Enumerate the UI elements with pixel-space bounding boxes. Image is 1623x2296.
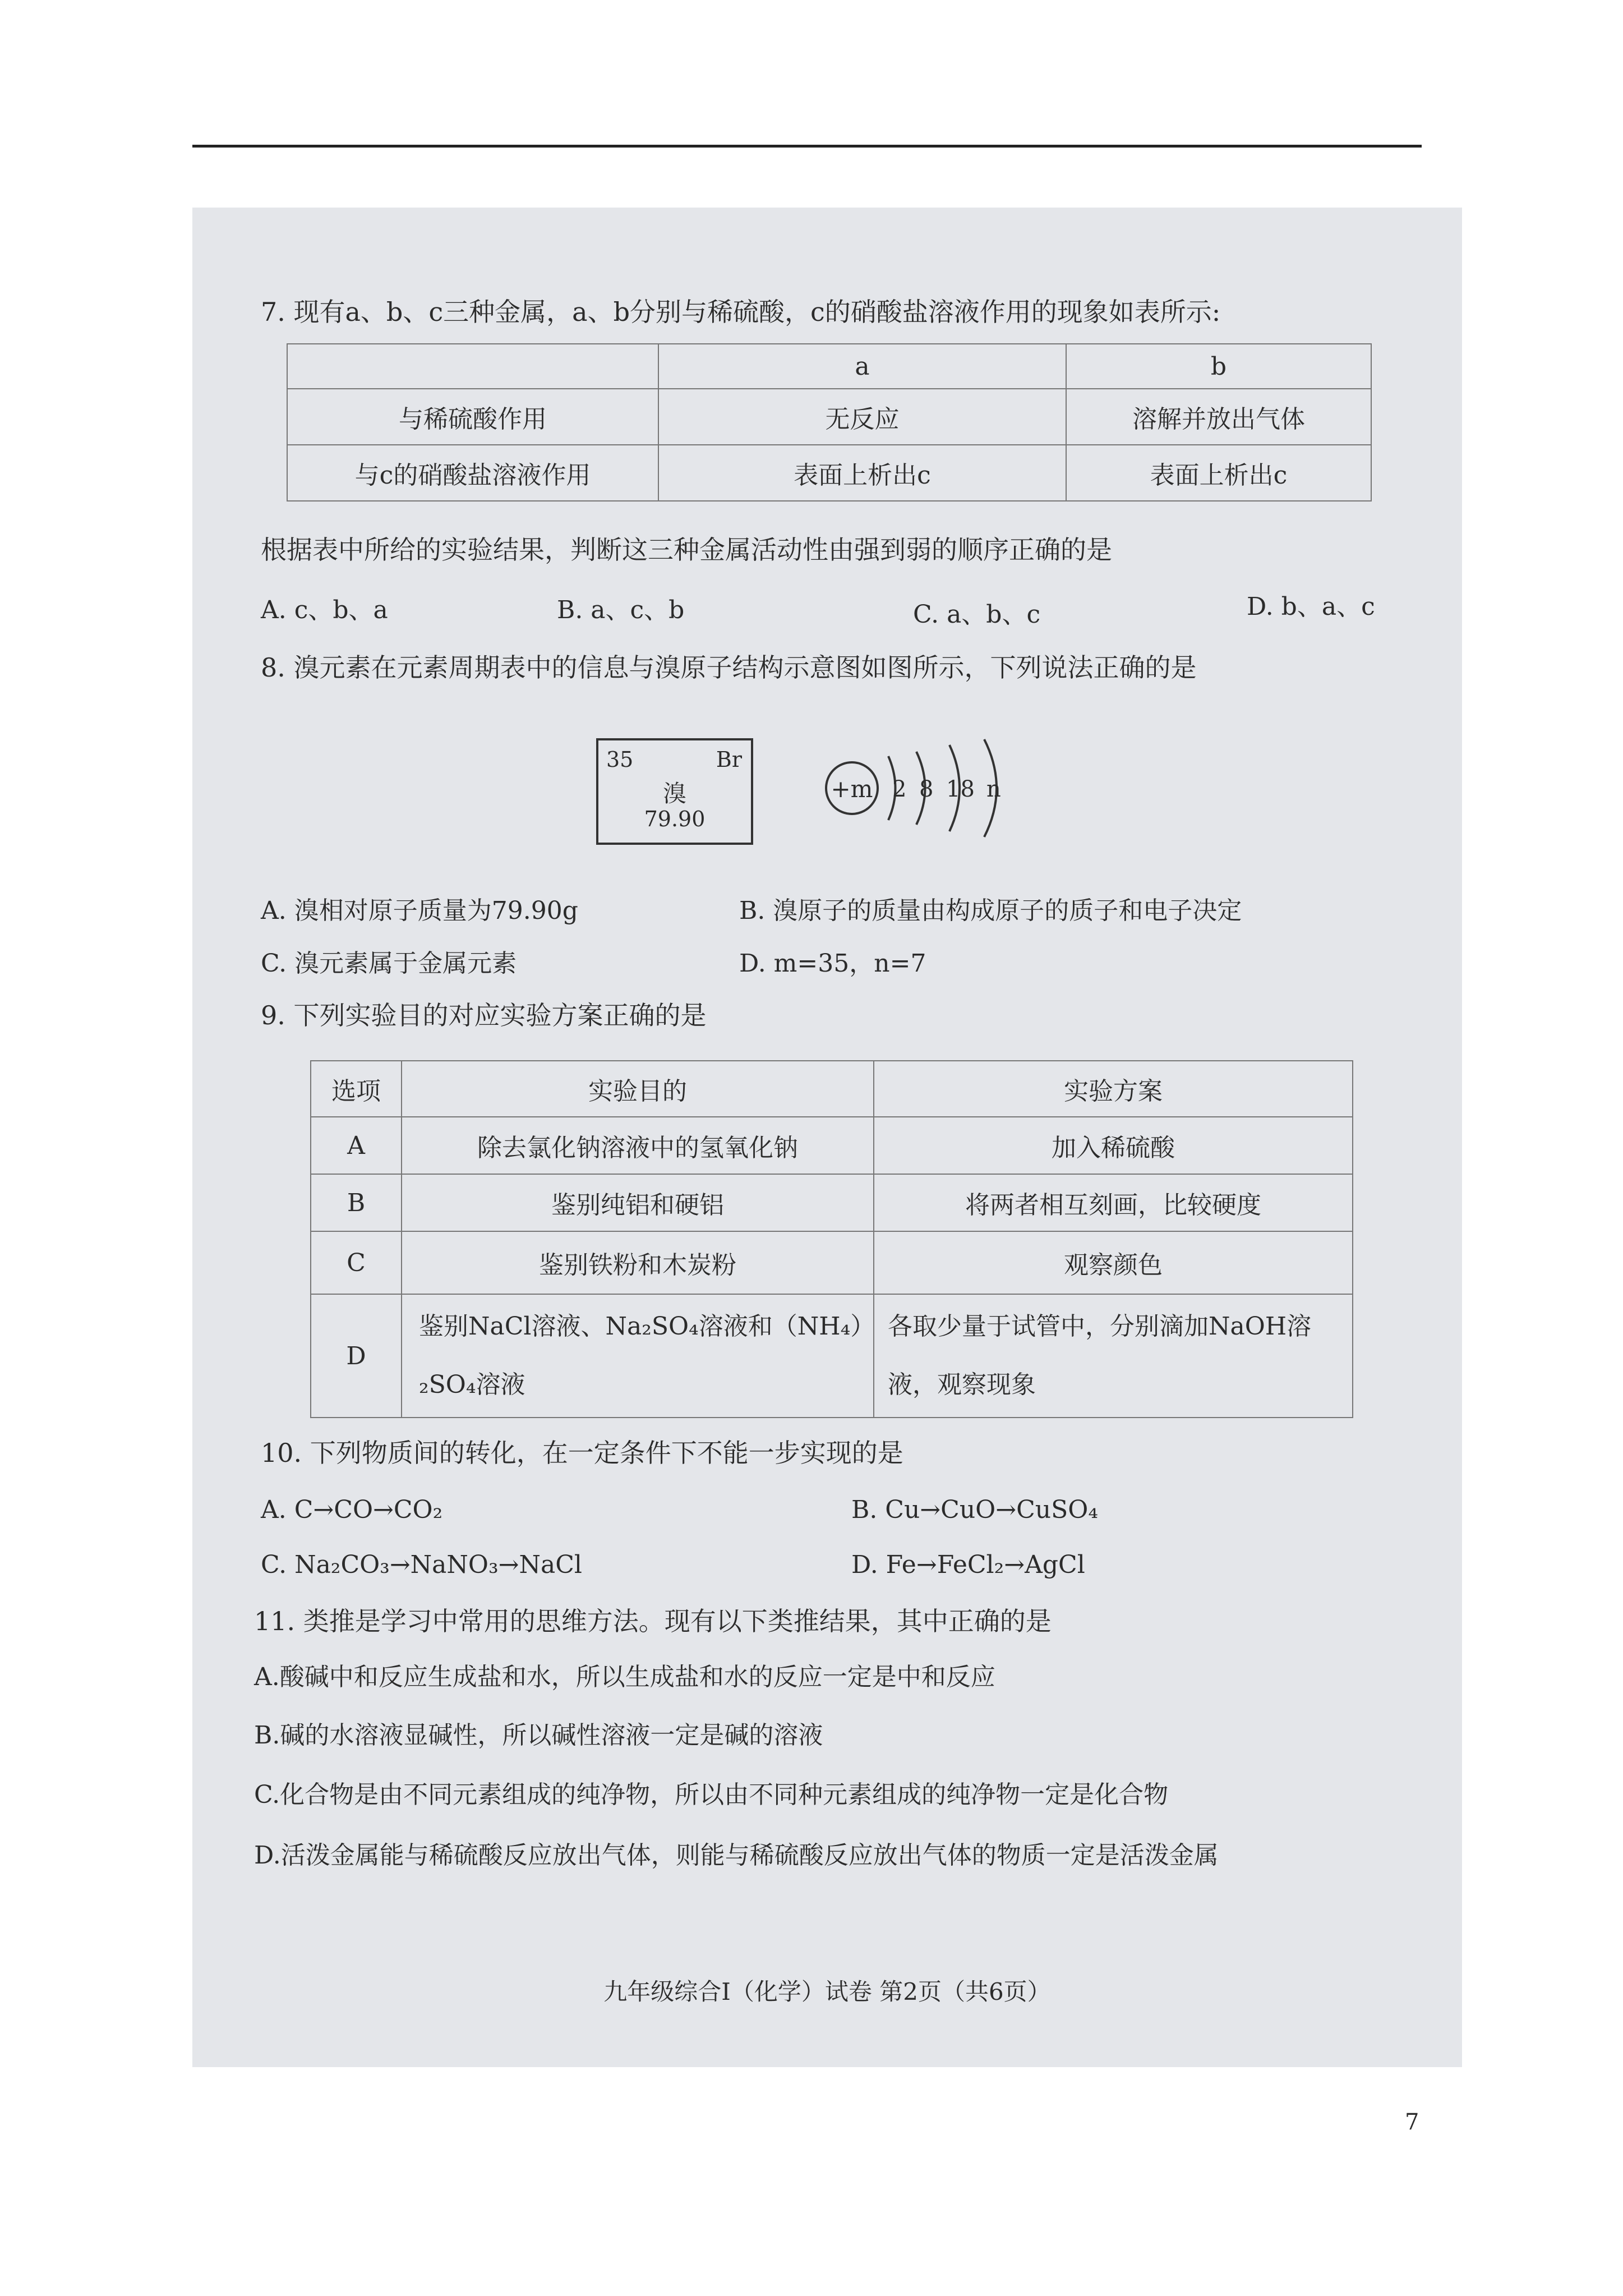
atom-structure-diagram bbox=[818, 729, 1043, 847]
q9-table bbox=[310, 1060, 1353, 1418]
q10-option-d: D. Fe→FeCl₂→AgCl bbox=[851, 1550, 1085, 1579]
q9-cell: C bbox=[311, 1231, 402, 1294]
scanned-exam-page bbox=[192, 208, 1462, 2067]
q7-cell: 与稀硫酸作用 bbox=[287, 389, 658, 445]
q10-option-c: C. Na₂CO₃→NaNO₃→NaCl bbox=[261, 1550, 582, 1579]
shell-electron-count: 18 bbox=[946, 776, 975, 802]
element-symbol: Br bbox=[716, 747, 742, 772]
q11-option-c: C.化合物是由不同元素组成的纯净物，所以由不同种元素组成的纯净物一定是化合物 bbox=[254, 1780, 1169, 1809]
q11-option-d: D.活泼金属能与稀硫酸反应放出气体，则能与稀硫酸反应放出气体的物质一定是活泼金属 bbox=[254, 1841, 1219, 1870]
q8-stem: 8. 溴元素在元素周期表中的信息与溴原子结构示意图如图所示，下列说法正确的是 bbox=[261, 652, 1197, 683]
q8-option-b: B. 溴原子的质量由构成原子的质子和电子决定 bbox=[739, 896, 1242, 925]
nucleus-label: +m bbox=[831, 775, 873, 803]
q8-option-c: C. 溴元素属于金属元素 bbox=[261, 949, 517, 978]
q9-cell: B bbox=[311, 1174, 402, 1231]
atomic-mass: 79.90 bbox=[644, 807, 706, 831]
q9-cell: 将两者相互刻画，比较硬度 bbox=[874, 1174, 1353, 1231]
q9-header-cell: 实验方案 bbox=[874, 1061, 1353, 1117]
q10-option-a: A. C→CO→CO₂ bbox=[261, 1496, 443, 1524]
q7-option-d: D. b、a、c bbox=[1247, 592, 1375, 621]
element-name: 溴 bbox=[662, 780, 686, 807]
q9-cell: 加入稀硫酸 bbox=[874, 1117, 1353, 1174]
q11-option-a: A.酸碱中和反应生成盐和水，所以生成盐和水的反应一定是中和反应 bbox=[254, 1663, 995, 1691]
q9-cell: A bbox=[311, 1117, 402, 1174]
q8-option-d: D. m=35，n=7 bbox=[739, 949, 926, 978]
q7-cell: 无反应 bbox=[658, 389, 1066, 445]
q7-cell: 表面上析出c bbox=[658, 445, 1066, 501]
q7-cell: 溶解并放出气体 bbox=[1066, 389, 1371, 445]
q7-table bbox=[287, 343, 1372, 501]
q9-cell: 鉴别纯铝和硬铝 bbox=[402, 1174, 874, 1231]
q7-cell: 表面上析出c bbox=[1066, 445, 1371, 501]
q7-header-cell bbox=[287, 344, 658, 389]
q9-stem: 9. 下列实验目的对应实验方案正确的是 bbox=[261, 1000, 707, 1030]
q7-option-b: B. a、c、b bbox=[557, 596, 685, 624]
periodic-table-cell bbox=[596, 738, 753, 845]
q9-cell: D bbox=[311, 1294, 402, 1418]
q9-cell: 鉴别铁粉和木炭粉 bbox=[402, 1231, 874, 1294]
q7-stem: 7. 现有a、b、c三种金属，a、b分别与稀硫酸，c的硝酸盐溶液作用的现象如表所示: bbox=[261, 297, 1221, 327]
q7-option-c: C. a、b、c bbox=[913, 600, 1041, 629]
q9-cell: 各取少量于试管中，分别滴加NaOH溶液，观察现象 bbox=[874, 1294, 1353, 1418]
q8-option-a: A. 溴相对原子质量为79.90g bbox=[261, 896, 578, 925]
atomic-number: 35 bbox=[606, 747, 634, 772]
exam-page-footer: 九年级综合Ⅰ（化学）试卷 第2页（共6页） bbox=[603, 1978, 1051, 2005]
q9-header-cell: 选项 bbox=[311, 1061, 402, 1117]
q9-cell: 除去氯化钠溶液中的氢氧化钠 bbox=[402, 1117, 874, 1174]
q7-option-a: A. c、b、a bbox=[261, 596, 388, 624]
shell-electron-count: n bbox=[986, 776, 1001, 802]
q7-question: 根据表中所给的实验结果，判断这三种金属活动性由强到弱的顺序正确的是 bbox=[261, 535, 1112, 565]
page-number: 7 bbox=[1405, 2109, 1419, 2135]
q10-stem: 10. 下列物质间的转化，在一定条件下不能一步实现的是 bbox=[261, 1438, 903, 1468]
q7-header-cell: a bbox=[658, 344, 1066, 389]
header-rule bbox=[192, 145, 1422, 148]
q9-header-cell: 实验目的 bbox=[402, 1061, 874, 1117]
q11-stem: 11. 类推是学习中常用的思维方法。现有以下类推结果，其中正确的是 bbox=[254, 1606, 1052, 1636]
q7-cell: 与c的硝酸盐溶液作用 bbox=[287, 445, 658, 501]
q9-cell: 观察颜色 bbox=[874, 1231, 1353, 1294]
q7-header-cell: b bbox=[1066, 344, 1371, 389]
shell-electron-count: 8 bbox=[919, 776, 934, 802]
q10-option-b: B. Cu→CuO→CuSO₄ bbox=[851, 1496, 1098, 1524]
shell-electron-count: 2 bbox=[892, 776, 907, 802]
q9-cell: 鉴别NaCl溶液、Na₂SO₄溶液和（NH₄）₂SO₄溶液 bbox=[402, 1294, 874, 1418]
q11-option-b: B.碱的水溶液显碱性，所以碱性溶液一定是碱的溶液 bbox=[254, 1721, 823, 1750]
